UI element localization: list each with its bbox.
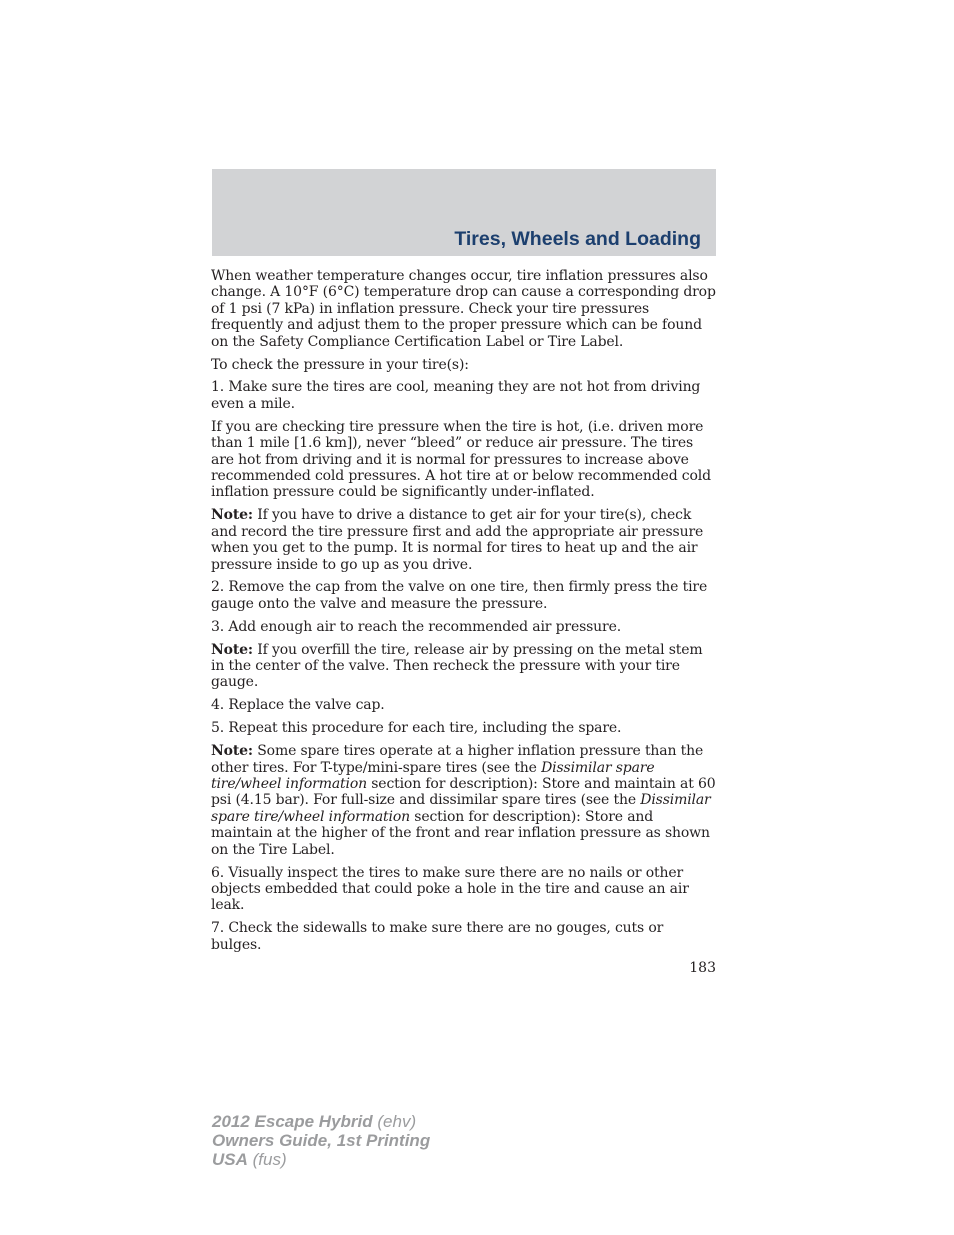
section-reference: Dissimilar spare tire/wheel information — [211, 792, 711, 825]
note-spare-tires — [211, 743, 716, 858]
footer-market-code: (fus) — [247, 1150, 287, 1169]
body-text — [211, 268, 716, 960]
note-text: If you overfill the tire, release air by pressing on the metal stem in the center of the valve. Then recheck the pressure with your tire gauge. — [211, 641, 703, 691]
footer-line-market — [212, 1150, 430, 1169]
note-text: section for description): Store and maintain at 60 psi (4.15 bar). For full-size and dissimilar spare tires (see the — [211, 775, 716, 809]
paragraph-check-intro: To check the pressure in your tire(s): — [211, 356, 469, 373]
footer-market: USA — [212, 1150, 248, 1169]
step-1: 1. Make sure the tires are cool, meaning they are not hot from driving even a mile. — [211, 379, 701, 412]
footer-line-guide — [212, 1131, 430, 1150]
note-label: Note: — [211, 743, 253, 760]
footer-model-code: (ehv) — [372, 1112, 417, 1131]
note-drive-distance — [211, 507, 716, 573]
paragraph-hot-tire: If you are checking tire pressure when the tire is hot, (i.e. driven more than 1 mile [1.6 km]), never “bleed” or reduce air pressure. The tires are hot from driving and it is normal for pressures to increase above recommended cold pressures. A hot tire at or below recommended cold inflation pressure could be significantly under-inflated. — [211, 418, 711, 501]
note-overfill — [211, 642, 716, 691]
step-3: 3. Add enough air to reach the recommended air pressure. — [211, 618, 622, 635]
step-5: 5. Repeat this procedure for each tire, including the spare. — [211, 720, 622, 737]
note-label: Note: — [211, 507, 253, 524]
footer-guide: Owners Guide, 1st Printing — [212, 1131, 431, 1150]
footer-model: 2012 Escape Hybrid — [212, 1112, 373, 1131]
footer — [212, 1112, 430, 1169]
section-title: Tires, Wheels and Loading — [454, 228, 701, 250]
step-2: 2. Remove the cap from the valve on one tire, then firmly press the tire gauge onto the valve and measure the pressure. — [211, 579, 708, 612]
step-6: 6. Visually inspect the tires to make sure there are no nails or other objects embedded that could poke a hole in the tire and cause an air leak. — [211, 864, 689, 914]
note-text: section for description): Store and maintain at the higher of the front and rear inflation pressure as shown on the Tire Label. — [211, 808, 710, 858]
paragraph-temperature: When weather temperature changes occur, tire inflation pressures also change. A 10°F (6°C) temperature drop can cause a corresponding drop of 1 psi (7 kPa) in inflation pressure. Check your tire pressures frequently and adjust them to the proper pressure which can be found on the Safety Compliance Certification Label or Tire Label. — [211, 268, 716, 350]
step-7: 7. Check the sidewalls to make sure there are no gouges, cuts or bulges. — [211, 920, 664, 953]
page-number: 183 — [689, 960, 716, 976]
note-text: Some spare tires operate at a higher inflation pressure than the other tires. For T-type/mini-spare tires (see the — [211, 743, 704, 776]
note-text: If you have to drive a distance to get air for your tire(s), check and record the tire pressure first and add the appropriate air pressure when you get to the pump. It is normal for tires to heat up and the air pressure inside to go up as you drive. — [211, 507, 704, 573]
section-header-band — [212, 169, 716, 256]
section-reference: Dissimilar spare tire/wheel information — [211, 759, 655, 792]
step-4: 4. Replace the valve cap. — [211, 697, 385, 714]
footer-line-model — [212, 1112, 430, 1131]
note-label: Note: — [211, 641, 253, 658]
